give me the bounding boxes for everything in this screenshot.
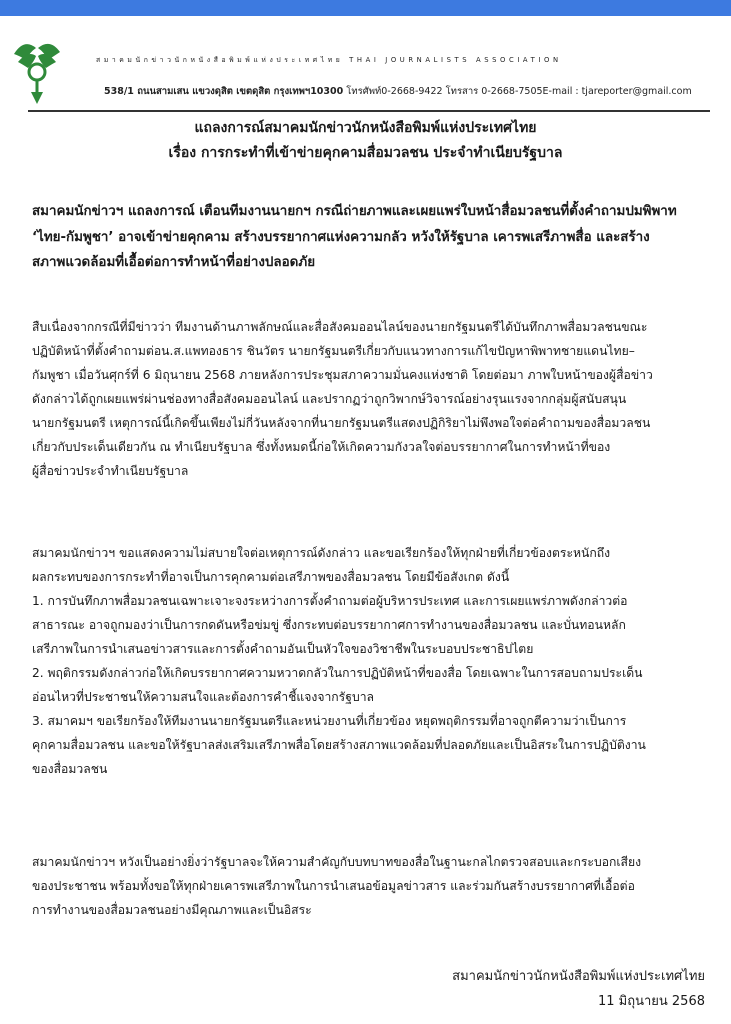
lead-line: สมาคมนักข่าวฯ แถลงการณ์ เตือนทีมงานนายกฯ กรณีถ่ายภาพและเผยแพร่ใบหน้าสื่อมวลชนที่ตั้งคำถามปมพิพาท — [32, 204, 677, 219]
signoff-organization: สมาคมนักข่าวนักหนังสือพิมพ์แห่งประเทศไทย — [452, 969, 705, 984]
address-line — [104, 84, 724, 99]
paragraph-line: ปฏิบัติหน้าที่ตั้งคำถามต่อน.ส.แพทองธาร ชินวัตร นายกรัฐมนตรีเกี่ยวกับแนวทางการแก้ไขปัญหาพิพาทชายแดนไทย– — [32, 344, 635, 358]
lead-line: สภาพแวดล้อมที่เอื้อต่อการทำหน้าที่อย่างปลอดภัย — [32, 255, 316, 270]
paragraph-closing — [32, 850, 712, 922]
paragraph-line: สมาคมนักข่าวฯ หวังเป็นอย่างยิ่งว่ารัฐบาลจะให้ความสำคัญกับบทบาทของสื่อในฐานะกลไกตรวจสอบและกระบอกเสียง — [32, 855, 642, 869]
paragraph-line: ผู้สื่อข่าวประจำทำเนียบรัฐบาล — [32, 464, 189, 478]
lead-paragraph — [32, 199, 712, 276]
paragraph-line: การทำงานของสื่อมวลชนอย่างมีคุณภาพและเป็นอิสระ — [32, 903, 312, 917]
paragraph-line: 2. พฤติกรรมดังกล่าวก่อให้เกิดบรรยากาศความหวาดกลัวในการปฏิบัติหน้าที่ของสื่อ โดยเฉพาะในการสอบถามประเด็น — [32, 666, 643, 680]
paragraph-line: นายกรัฐมนตรี เหตุการณ์นี้เกิดขึ้นเพียงไม่กี่วันหลังจากที่นายกรัฐมนตรีแสดงปฏิกิริยาไม่พึงพอใจต่อคำถามของสื่อมวลชน — [32, 416, 651, 430]
lead-line: ‘ไทย-กัมพูชา’ อาจเข้าข่ายคุกคาม สร้างบรรยากาศแห่งความกลัว หวังให้รัฐบาล เคารพเสรีภาพสื่อ และสร้าง — [32, 229, 650, 245]
paragraph-line: เกี่ยวกับประเด็นเดียวกัน ณ ทำเนียบรัฐบาล ซึ่งทั้งหมดนี้ก่อให้เกิดความกังวลใจต่อบรรยากาศในการทำหน้าที่ของ — [32, 440, 611, 454]
top-bar — [0, 0, 731, 16]
association-logo-icon — [6, 34, 68, 106]
address-contact: โทรศัพท์0-2668-9422 โทรสาร 0-2668-7505E-mail : tjareporter@gmail.com — [346, 86, 692, 97]
association-name: สมาคมนักข่าวนักหนังสือพิมพ์แห่งประเทศไทย THAI JOURNALISTS ASSOCIATION — [96, 56, 562, 64]
paragraph-line: คุกคามสื่อมวลชน และขอให้รัฐบาลส่งเสริมเสรีภาพสื่อโดยสร้างสภาพแวดล้อมที่ปลอดภัยและเป็นอิสระในการปฏิบัติงาน — [32, 738, 646, 752]
paragraph-line: กัมพูชา เมื่อวันศุกร์ที่ 6 มิถุนายน 2568 ภายหลังการประชุมสภาความมั่นคงแห่งชาติ โดยต่อมา ภาพใบหน้าของผู้สื่อข่าว — [32, 368, 653, 382]
signoff-date: 11 มิถุนายน 2568 — [597, 994, 705, 1009]
statement-title: แถลงการณ์สมาคมนักข่าวนักหนังสือพิมพ์แห่งประเทศไทย — [194, 120, 537, 136]
address-street: 538/1 ถนนสามเสน แขวงดุสิต เขตดุสิต กรุงเทพฯ10300 — [104, 86, 344, 97]
paragraph-line: ผลกระทบของการกระทำที่อาจเป็นการคุกคามต่อเสรีภาพของสื่อมวลชน โดยมีข้อสังเกต ดังนี้ — [32, 570, 510, 584]
paragraph-line: สืบเนื่องจากกรณีที่มีข่าวว่า ทีมงานด้านภาพลักษณ์และสื่อสังคมออนไลน์ของนายกรัฐมนตรีได้บันทึกภาพสื่อมวลชนขณะ — [32, 320, 648, 334]
header-divider — [28, 110, 710, 112]
paragraph-line: ของสื่อมวลชน — [32, 762, 108, 776]
paragraph-line: ดังกล่าวได้ถูกเผยแพร่ผ่านช่องทางสื่อสังคมออนไลน์ และปรากฏว่าถูกวิพากษ์วิจารณ์อย่างรุนแรงจากกลุ่มผู้สนับสนุน — [32, 392, 627, 406]
paragraph-line: อ่อนไหวที่ประชาชนให้ความสนใจและต้องการคำชี้แจงจากรัฐบาล — [32, 690, 374, 704]
paragraph-line: เสรีภาพในการนำเสนอข่าวสารและการตั้งคำถามอันเป็นหัวใจของวิชาชีพในระบอบประชาธิปไตย — [32, 642, 534, 656]
paragraph-line: สาธารณะ อาจถูกมองว่าเป็นการกดดันหรือข่มขู่ ซึ่งกระทบต่อบรรยากาศการทำงานของสื่อมวลชน และบั่นทอนหลัก — [32, 618, 626, 632]
paragraph-line: 3. สมาคมฯ ขอเรียกร้องให้ทีมงานนายกรัฐมนตรีและหน่วยงานที่เกี่ยวข้อง หยุดพฤติกรรมที่อาจถูกตีความว่าเป็นการ — [32, 714, 627, 728]
statement-subject: เรื่อง การกระทำที่เข้าข่ายคุกคามสื่อมวลชน ประจำทำเนียบรัฐบาล — [168, 145, 563, 161]
paragraph-background — [32, 315, 712, 483]
paragraph-line: สมาคมนักข่าวฯ ขอแสดงความไม่สบายใจต่อเหตุการณ์ดังกล่าว และขอเรียกร้องให้ทุกฝ่ายที่เกี่ยวข้องตระหนักถึง — [32, 546, 611, 560]
paragraph-line: ของประชาชน พร้อมทั้งขอให้ทุกฝ่ายเคารพเสรีภาพในการนำเสนอข้อมูลข่าวสาร และร่วมกันสร้างบรรยากาศที่เอื้อต่อ — [32, 879, 635, 893]
paragraph-observations — [32, 541, 712, 781]
paragraph-line: 1. การบันทึกภาพสื่อมวลชนเฉพาะเจาะจงระหว่างการตั้งคำถามต่อผู้บริหารประเทศ และการเผยแพร่ภาพดังกล่าวต่อ — [32, 594, 628, 608]
letterhead — [0, 16, 731, 116]
